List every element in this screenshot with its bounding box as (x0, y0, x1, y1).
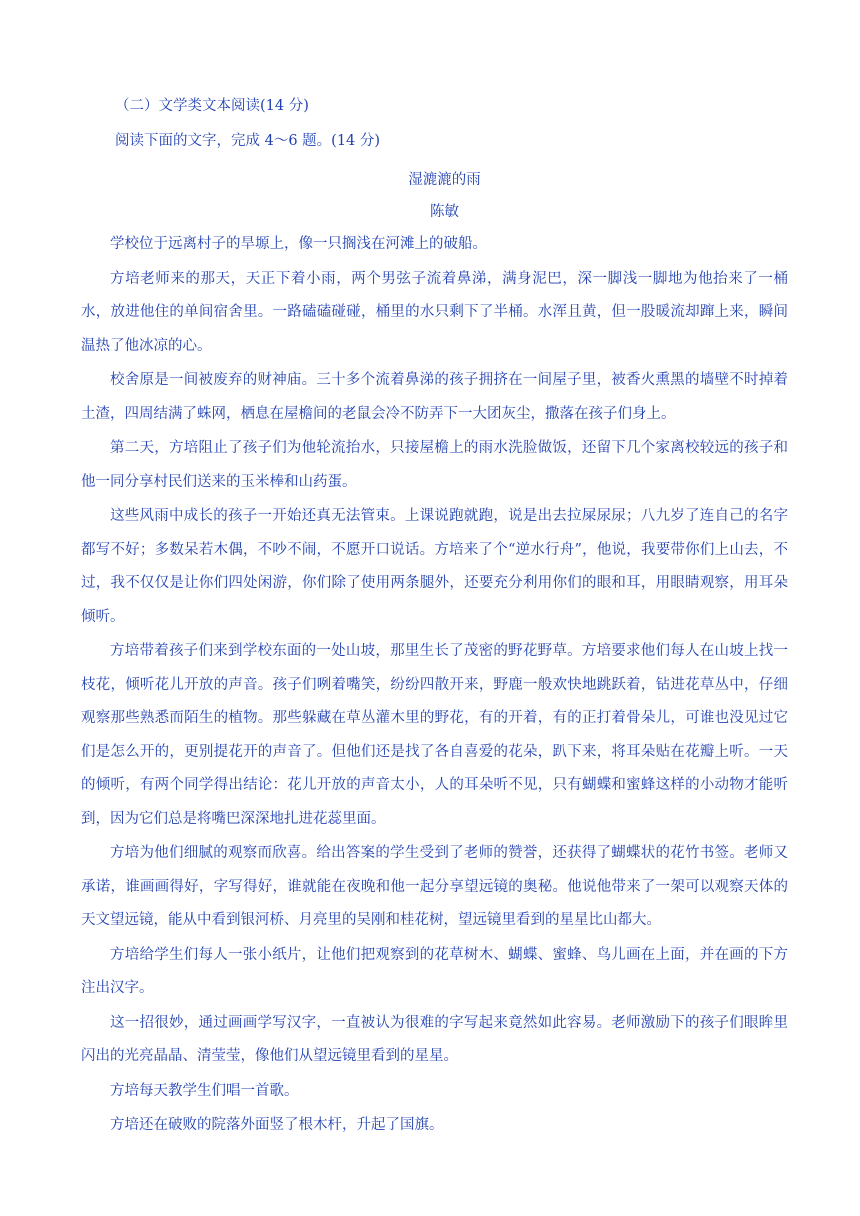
paragraph: 这些风雨中成长的孩子一开始还真无法管束。上课说跑就跑，说是出去拉屎尿尿；八九岁了连自己的名字都写不好；多数呆若木偶，不吵不闹，不愿开口说话。方培来了个“逆水行舟”，他说，我要带你们上山去，不过，我不仅仅是让你们四处闲游，你们除了使用两条腿外，还要充分利用你们的眼和耳，用眼睛观察，用耳朵倾听。 (81, 508, 788, 625)
paragraph: 第二天，方培阻止了孩子们为他轮流抬水，只接屋檐上的雨水洗脸做饭，还留下几个家离校较远的孩子和他一同分享村民们送来的玉米棒和山药蛋。 (81, 440, 788, 490)
section-heading: （二）文学类文本阅读(14 分) (115, 98, 309, 114)
paragraph: 学校位于远离村子的旱塬上，像一只搁浅在河滩上的破船。 (110, 236, 487, 252)
paragraph: 方培给学生们每人一张小纸片，让他们把观察到的花草树木、蝴蝶、蜜蜂、鸟儿画在上面，并在画的下方注出汉字。 (81, 946, 788, 996)
paragraph: 方培老师来的那天，天正下着小雨，两个男弦子流着鼻涕，满身泥巴，深一脚浅一脚地为他抬来了一桶水，放进他住的单间宿舍里。一路磕磕碰碰，桶里的水只剩下了半桶。水浑且黄，但一股暖流却蹿上来，瞬间温热了他冰凉的心。 (81, 270, 788, 354)
story-author: 陈敏 (430, 204, 459, 220)
story-title: 湿漉漉的雨 (408, 172, 481, 188)
paragraph: 校舍原是一间被废弃的财神庙。三十多个流着鼻涕的孩子拥挤在一间屋子里，被香火熏黑的墙壁不时掉着土渣，四周结满了蛛网，栖息在屋檐间的老鼠会冷不防弄下一大团灰尘，撒落在孩子们身上。 (81, 372, 788, 422)
paragraph: 方培还在破败的院落外面竖了根木杆，升起了国旗。 (110, 1117, 444, 1133)
paragraph: 方培每天教学生们唱一首歌。 (110, 1082, 299, 1099)
reading-instruction: 阅读下面的文字，完成 4～6 题。(14 分) (115, 133, 381, 149)
paragraph: 方培带着孩子们来到学校东面的一处山坡，那里生长了茂密的野花野草。方培要求他们每人在山坡上找一枝花，倾听花儿开放的声音。孩子们咧着嘴笑，纷纷四散开来，野鹿一般欢快地跳跃着，钻进花草丛中，仔细观察那些熟悉而陌生的植物。那些躲藏在草丛灌木里的野花，有的开着，有的正打着骨朵儿，可谁也没见过它们是怎么开的，更别提花开的声音了。但他们还是找了各自喜爱的花朵，趴下来，将耳朵贴在花瓣上听。一天的倾听，有两个同学得出结论：花儿开放的声音太小，人的耳朵听不见，只有蝴蝶和蜜蜂这样的小动物才能听到，因为它们总是将嘴巴深深地扎进花蕊里面。 (81, 643, 788, 827)
story-body (81, 228, 788, 1143)
paragraph: 这一招很妙，通过画画学写汉字，一直被认为很难的字写起来竟然如此容易。老师激励下的孩子们眼眸里闪出的光亮晶晶、清莹莹，像他们从望远镜里看到的星星。 (81, 1014, 788, 1064)
paragraph: 方培为他们细腻的观察而欣喜。给出答案的学生受到了老师的赞誉，还获得了蝴蝶状的花竹书签。老师又承诺，谁画画得好，字写得好，谁就能在夜晚和他一起分享望远镜的奥秘。他说他带来了一架可以观察天体的天文望远镜，能从中看到银河桥、月亮里的吴刚和桂花树，望远镜里看到的星星比山都大。 (81, 845, 788, 928)
